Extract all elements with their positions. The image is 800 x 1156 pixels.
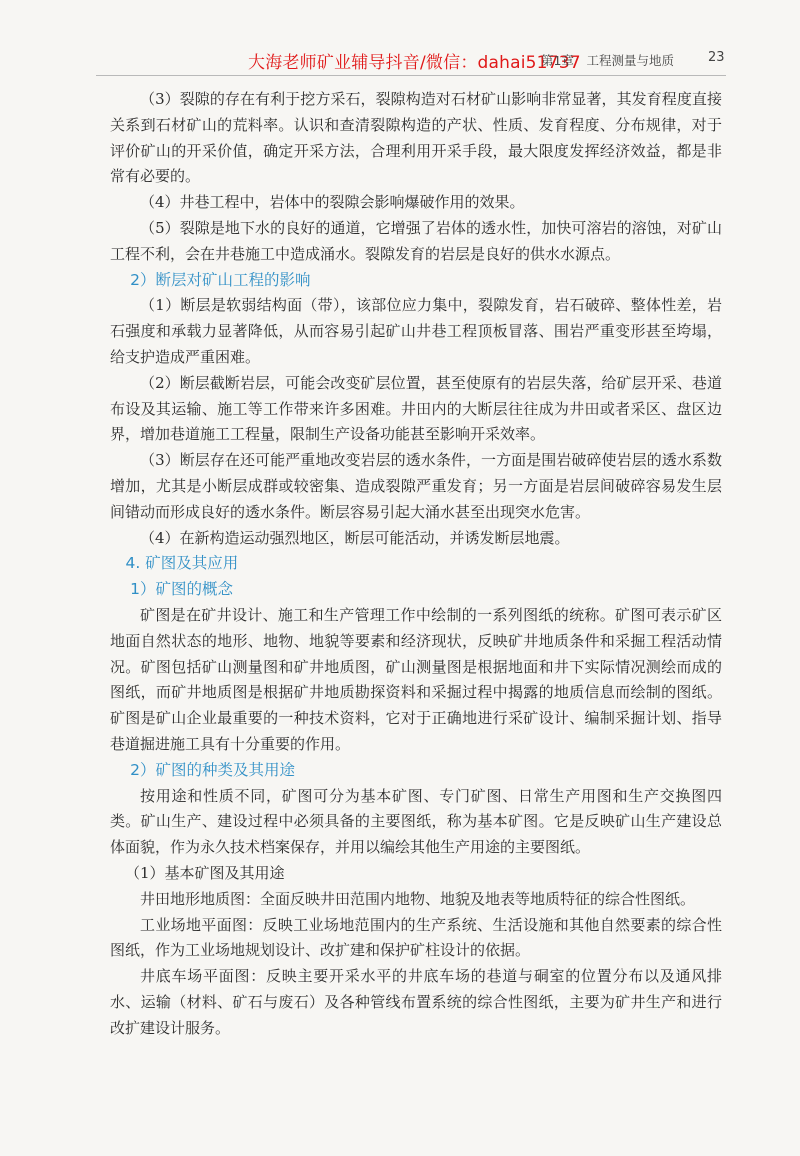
paragraph: （4）井巷工程中，岩体中的裂隙会影响爆破作用的效果。	[140, 193, 525, 212]
page-body	[110, 87, 722, 1041]
paragraph: 工业场地平面图：反映工业场地范围内的生产系统、生活设施和其他自然要素的综合性图纸，作为工业场地规划设计、改扩建和保护矿柱设计的依据。	[110, 915, 722, 960]
watermark-text: 大海老师矿业辅导抖音/微信：dahai51737	[248, 53, 581, 73]
paragraph: （3）裂隙的存在有利于挖方采石，裂隙构造对石材矿山影响非常显著，其发育程度直接关系到石材矿山的荒料率。认识和查清裂隙构造的产状、性质、发育程度、分布规律，对于评价矿山的开采价值，确定开采方法，合理利用开采手段，最大限度发挥经济效益，都是非常有必要的。	[110, 90, 722, 186]
subsection-heading: 2）矿图的种类及其用途	[130, 760, 296, 779]
paragraph: 井田地形地质图：全面反映井田范围内地物、地貌及地表等地质特征的综合性图纸。	[140, 889, 696, 908]
header-rule	[96, 75, 726, 76]
page-number: 23	[708, 50, 725, 65]
subsection-heading: 2）断层对矿山工程的影响	[130, 270, 311, 289]
list-heading: （1）基本矿图及其用途	[125, 863, 285, 882]
paragraph: 矿图是在矿井设计、施工和生产管理工作中绘制的一系列图纸的统称。矿图可表示矿区地面自然状态的地形、地物、地貌等要素和经济现状，反映矿井地质条件和采掘工程活动情况。矿图包括矿山测量图和矿井地质图，矿山测量图是根据地面和井下实际情况测绘而成的图纸，而矿井地质图是根据矿井地质勘探资料和采掘过程中揭露的地质信息而绘制的图纸。矿图是矿山企业最重要的一种技术资料，它对于正确地进行采矿设计、编制采掘计划、指导巷道掘进施工具有十分重要的作用。	[110, 605, 722, 753]
paragraph: 井底车场平面图：反映主要开采水平的井底车场的巷道与硐室的位置分布以及通风排水、运输（材料、矿石与废石）及各种管线布置系统的综合性图纸，主要为矿井生产和进行改扩建设计服务。	[110, 967, 722, 1037]
paragraph: （1）断层是软弱结构面（带），该部位应力集中，裂隙发育，岩石破碎、整体性差，岩石强度和承载力显著降低，从而容易引起矿山井巷工程顶板冒落、围岩严重变形甚至垮塌，给支护造成严重困难。	[110, 296, 722, 366]
page-header	[0, 44, 800, 74]
paragraph: 按用途和性质不同，矿图可分为基本矿图、专门矿图、日常生产用图和生产交换图四类。矿山生产、建设过程中必须具备的主要图纸，称为基本矿图。它是反映矿山生产建设总体面貌，作为永久技术档案保存，并用以编绘其他生产用途的主要图纸。	[110, 786, 722, 857]
paragraph: （4）在新构造运动强烈地区，断层可能活动，并诱发断层地震。	[140, 528, 570, 547]
chapter-title: 第1章 工程测量与地质	[541, 53, 674, 68]
paragraph: （2）断层截断岩层，可能会改变矿层位置，甚至使原有的岩层失落，给矿层开采、巷道布设及其运输、施工等工作带来许多困难。井田内的大断层往往成为井田或者采区、盘区边界，增加巷道施工工程量，限制生产设备功能甚至影响开采效率。	[110, 373, 722, 444]
subsection-heading: 1）矿图的概念	[130, 580, 234, 599]
paragraph: （5）裂隙是地下水的良好的通道，它增强了岩体的透水性，加快可溶岩的溶蚀，对矿山工程不利，会在井巷施工中造成涌水。裂隙发育的岩层是良好的供水水源点。	[110, 218, 722, 263]
section-heading: 4. 矿图及其应用	[125, 554, 239, 573]
paragraph: （3）断层存在还可能严重地改变岩层的透水条件，一方面是围岩破碎使岩层的透水系数增加，尤其是小断层成群或较密集、造成裂隙严重发育；另一方面是岩层间破碎容易发生层间错动而形成良好的透水条件。断层容易引起大涌水甚至出现突水危害。	[110, 451, 722, 521]
